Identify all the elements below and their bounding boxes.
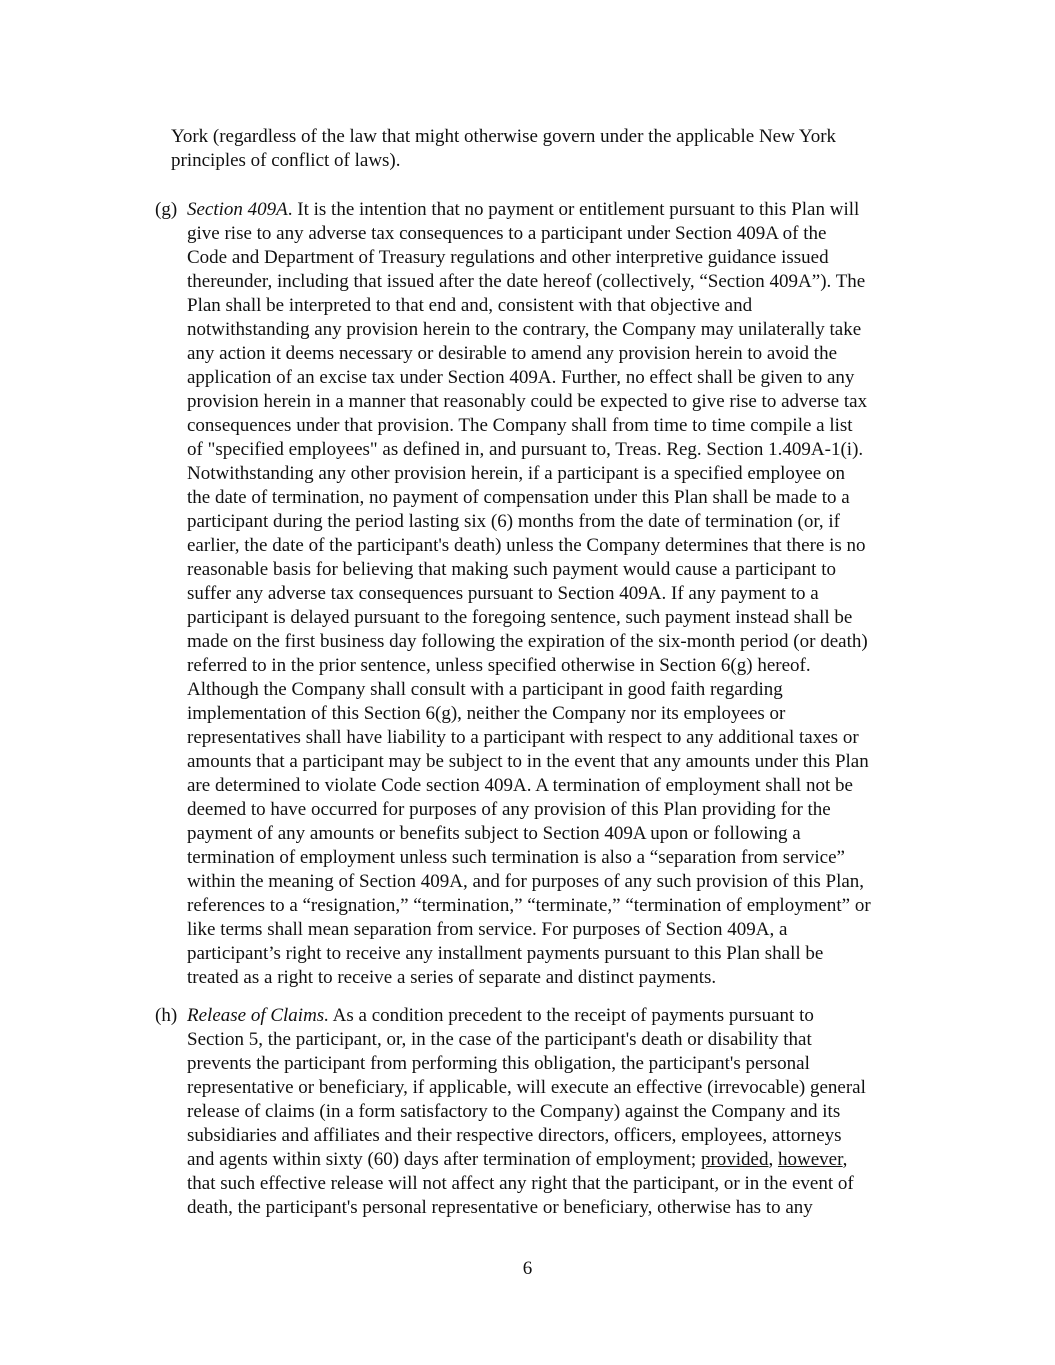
- section-g-line: participant during the period lasting six (6) months from the date of termination (or, if: [187, 511, 840, 532]
- section-h-line: subsidiaries and affiliates and their respective directors, officers, employees, attorneys: [187, 1125, 842, 1146]
- section-h-line: death, the participant's personal representative or beneficiary, otherwise has to any: [187, 1197, 813, 1218]
- section-g-line: provision herein in a manner that reasonably could be expected to give rise to adverse tax: [187, 391, 868, 412]
- section-g-line: participant is delayed pursuant to the foregoing sentence, such payment instead shall be: [187, 607, 853, 628]
- section-g-line: representatives shall have liability to a participant with respect to any additional taxes or: [187, 727, 859, 748]
- section-h-title: Release of Claims.: [187, 1005, 329, 1026]
- section-g-line: termination of employment unless such termination is also a “separation from service”: [187, 847, 845, 868]
- section-g-line: amounts that a participant may be subject to in the event that any amounts under this Plan: [187, 751, 869, 772]
- section-h-marker: (h): [155, 1005, 178, 1026]
- section-g-line: like terms shall mean separation from service. For purposes of Section 409A, a: [187, 919, 788, 940]
- page-number: 6: [522, 1258, 533, 1279]
- section-g-title: Section 409A: [187, 199, 288, 220]
- section-g-line: suffer any adverse tax consequences pursuant to Section 409A. If any payment to a: [187, 583, 819, 604]
- section-g-line: earlier, the date of the participant's death) unless the Company determines that there is no: [187, 535, 866, 556]
- section-g-line: notwithstanding any provision herein to the contrary, the Company may unilaterally take: [187, 319, 862, 340]
- section-g-line: the date of termination, no payment of compensation under this Plan shall be made to a: [187, 487, 850, 508]
- section-g-line: within the meaning of Section 409A, and for purposes of any such provision of this Plan,: [187, 871, 865, 892]
- section-g-line: give rise to any adverse tax consequences to a participant under Section 409A of the: [187, 223, 827, 244]
- trailing-comma: ,: [842, 1149, 848, 1170]
- section-g-line: are determined to violate Code section 409A. A termination of employment shall not be: [187, 775, 853, 796]
- section-h-line: release of claims (in a form satisfactory to the Company) against the Company and its: [187, 1101, 841, 1122]
- section-g-line: payment of any amounts or benefits subject to Section 409A upon or following a: [187, 823, 801, 844]
- section-h-line: prevents the participant from performing this obligation, the participant's personal: [187, 1053, 810, 1074]
- however-term: however: [777, 1149, 843, 1170]
- section-g-line: Plan shall be interpreted to that end and, consistent with that objective and: [187, 295, 753, 316]
- section-g-first-line-text: . It is the intention that no payment or entitlement pursuant to this Plan will: [287, 199, 860, 220]
- section-h-line: Section 5, the participant, or, in the case of the participant's death or disability that: [187, 1029, 812, 1050]
- section-g-line: Notwithstanding any other provision herein, if a participant is a specified employee on: [187, 463, 845, 484]
- section-g-line: thereunder, including that issued after the date hereof (collectively, “Section 409A”). The: [187, 271, 866, 292]
- section-g-line: references to a “resignation,” “termination,” “terminate,” “termination of employment” or: [187, 895, 871, 916]
- section-g-line: referred to in the prior sentence, unless specified otherwise in Section 6(g) hereof.: [187, 655, 811, 676]
- section-g-line: implementation of this Section 6(g), neither the Company nor its employees or: [187, 703, 786, 724]
- section-h-first-line: [187, 1004, 814, 1028]
- section-g-line: Although the Company shall consult with a participant in good faith regarding: [187, 679, 783, 700]
- section-g-line: Code and Department of Treasury regulations and other interpretive guidance issued: [187, 247, 829, 268]
- section-g-line: application of an excise tax under Section 409A. Further, no effect shall be given to any: [187, 367, 855, 388]
- section-g-line: made on the first business day following the expiration of the six-month period (or death): [187, 631, 868, 652]
- continuation-line: principles of conflict of laws).: [171, 150, 401, 171]
- section-g-line: deemed to have occurred for purposes of any provision of this Plan providing for the: [187, 799, 831, 820]
- section-g-marker: (g): [155, 199, 178, 220]
- section-g-line: treated as a right to receive a series of separate and distinct payments.: [187, 967, 717, 988]
- section-g-line: any action it deems necessary or desirable to amend any provision herein to avoid the: [187, 343, 838, 364]
- section-h-line: representative or beneficiary, if applicable, will execute an effective (irrevocable) general: [187, 1077, 866, 1098]
- section-h-line: that such effective release will not affect any right that the participant, or in the event of: [187, 1173, 854, 1194]
- agents-line-text: and agents within sixty (60) days after termination of employment;: [187, 1149, 701, 1170]
- section-g-line: reasonable basis for believing that making such payment would cause a participant to: [187, 559, 836, 580]
- section-g-line: of "specified employees" as defined in, and pursuant to, Treas. Reg. Section 1.409A-1(i).: [187, 439, 864, 460]
- provided-term: provided: [700, 1149, 769, 1170]
- section-g-line: participant’s right to receive any installment payments pursuant to this Plan shall be: [187, 943, 824, 964]
- comma-separator: ,: [768, 1149, 778, 1170]
- section-g-first-line: [187, 198, 859, 222]
- section-g-line: consequences under that provision. The Company shall from time to time compile a list: [187, 415, 853, 436]
- continuation-line: York (regardless of the law that might otherwise govern under the applicable New York: [171, 126, 837, 147]
- section-h-agents-line: [187, 1148, 847, 1172]
- section-h-first-line-text: As a condition precedent to the receipt of payments pursuant to: [328, 1005, 814, 1026]
